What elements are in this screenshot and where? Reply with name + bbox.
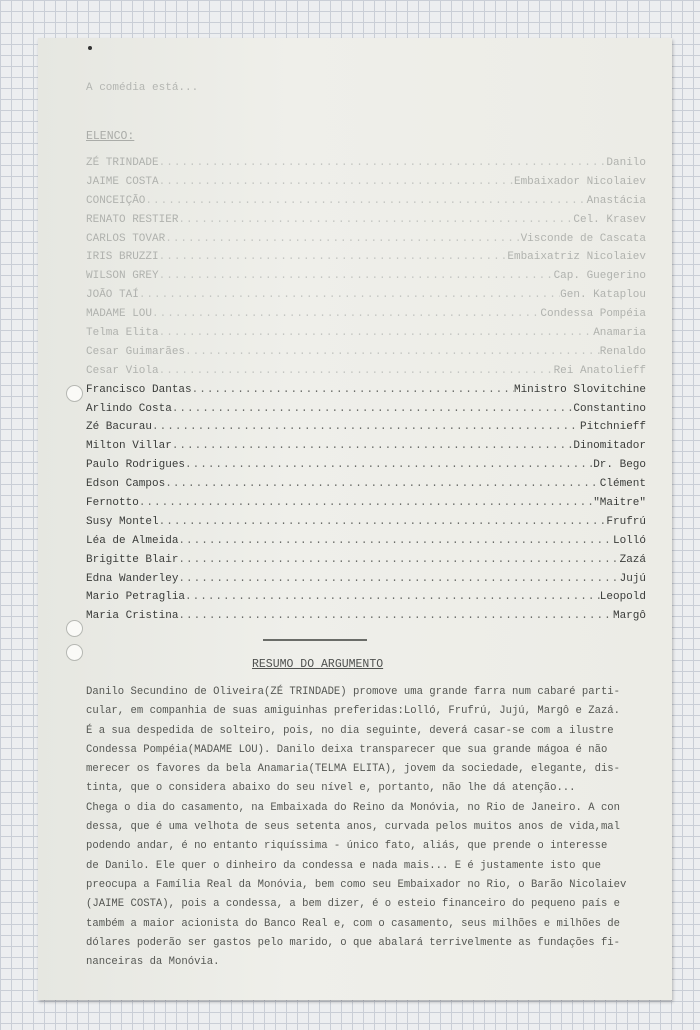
summary-text [86, 683, 654, 972]
leader-dots [178, 211, 573, 230]
leader-dots [159, 248, 508, 267]
summary-line: tinta, que o considera abaixo do seu nível e, portanto, não lhe dá atenção... [86, 782, 576, 795]
ink-mark [88, 46, 92, 50]
leader-dots [139, 494, 593, 513]
cast-actor: Brigitte Blair [86, 553, 179, 566]
cast-role: Visconde de Cascata [520, 232, 646, 245]
cast-actor: Fernotto [86, 497, 139, 510]
summary-line: podendo andar, é no entanto riquíssima - único fato, aliás, que prende o interesse [86, 840, 608, 853]
cast-role: Gen. Kataplou [560, 289, 646, 302]
cast-role: Rei Anatolieff [553, 364, 646, 377]
leader-dots [152, 418, 580, 437]
summary-line: de Danilo. Ele quer o dinheiro da condessa e nada mais... E é justamente isto que [86, 859, 601, 872]
cast-row [86, 248, 646, 267]
punch-hole [66, 644, 83, 661]
cast-row [86, 551, 646, 570]
section-divider [263, 639, 367, 641]
cast-actor: Paulo Rodrigues [86, 459, 186, 472]
leader-dots [145, 192, 586, 211]
cast-role: Frufrú [606, 515, 646, 528]
summary-line: cular, em companhia de suas amiguinhas preferidas:Lolló, Frufrú, Jujú, Margô e Zazá. [86, 705, 621, 718]
summary-line: também a maior acionista do Banco Real e, com o casamento, seus milhões e milhões de [86, 917, 621, 930]
summary-line: Condessa Pompéia(MADAME LOU). Danilo deixa transparecer que sua grande mágoa é não [86, 743, 608, 756]
cast-actor: Edna Wanderley [86, 572, 179, 585]
cast-role: Embaixatriz Nicolaiev [507, 251, 646, 264]
leader-dots [185, 456, 593, 475]
cast-row [86, 513, 646, 532]
summary-line: merecer os favores da bela Anamaria(TELMA ELITA), jovem da sociedade, elegante, dis- [86, 763, 621, 776]
leader-dots [139, 286, 560, 305]
cast-role: Zazá [619, 553, 646, 566]
cast-actor: Zé Bacurau [86, 421, 153, 434]
leader-dots [159, 324, 594, 343]
leader-dots [192, 381, 514, 400]
summary-line: (JAIME COSTA), pois a condessa, a bem dizer, é o esteio financeiro do pequeno país e [86, 898, 621, 911]
cast-actor: Francisco Dantas [86, 383, 192, 396]
cast-row [86, 532, 646, 551]
summary-line: preocupa a Família Real da Monóvia, bem como seu Embaixador no Rio, o Barão Nicolaiev [86, 878, 627, 891]
leader-dots [172, 437, 574, 456]
cast-role: Margô [612, 610, 646, 623]
cast-actor: Cesar Viola [86, 364, 159, 377]
leader-dots [152, 305, 540, 324]
cast-role: Cel. Krasev [573, 213, 646, 226]
leader-dots [185, 343, 600, 362]
cast-actor: Susy Montel [86, 515, 159, 528]
cast-actor: WILSON GREY [86, 270, 159, 283]
leader-dots [159, 513, 607, 532]
cast-actor: Léa de Almeida [86, 534, 179, 547]
cast-actor: Cesar Guimarães [86, 345, 186, 358]
cast-row [86, 192, 646, 211]
cast-actor: JAIME COSTA [86, 175, 159, 188]
cast-row [86, 588, 646, 607]
cast-actor: Maria Cristina [86, 610, 179, 623]
cast-role: Jujú [619, 572, 646, 585]
cast-role: Anastácia [586, 194, 646, 207]
leader-dots [159, 154, 607, 173]
cast-row [86, 570, 646, 589]
leader-dots [185, 588, 600, 607]
cast-actor: CARLOS TOVAR [86, 232, 166, 245]
cast-row [86, 154, 646, 173]
cast-actor: Telma Elita [86, 327, 159, 340]
cast-actor: Milton Villar [86, 440, 172, 453]
summary-line: dólares poderão ser gastos pelo marido, o que abalará terrivelmente as fundações fi- [86, 936, 621, 949]
cast-role: Constantino [573, 402, 646, 415]
summary-title: RESUMO DO ARGUMENTO [252, 658, 384, 671]
cast-role: Renaldo [599, 345, 646, 358]
cast-role: Dr. Bego [593, 459, 646, 472]
summary-line: Chega o dia do casamento, na Embaixada do Reino da Monóvia, no Rio de Janeiro. A con [86, 801, 621, 814]
summary-line: dessa, que é uma velhota de seus setenta anos, curvada pelos muitos anos de vida,mal [86, 821, 621, 834]
leader-dots [178, 570, 619, 589]
cast-row [86, 475, 646, 494]
cast-row [86, 418, 646, 437]
cast-row [86, 230, 646, 249]
leader-dots [178, 607, 613, 626]
cast-role: Pitchnieff [579, 421, 646, 434]
cast-actor: ZÉ TRINDADE [86, 157, 159, 169]
leader-dots [178, 551, 619, 570]
summary-line: É a sua despedida de solteiro, pois, no dia seguinte, deverá casar-se com a ilustre [86, 724, 614, 737]
cast-role: Leopold [599, 591, 646, 604]
cast-row [86, 343, 646, 362]
cast-row [86, 305, 646, 324]
cast-row [86, 362, 646, 381]
cast-row [86, 286, 646, 305]
cast-actor: Arlindo Costa [86, 402, 172, 415]
cast-row [86, 324, 646, 343]
cast-role: Danilo [606, 157, 646, 169]
cast-row [86, 494, 646, 513]
punch-hole [66, 385, 83, 402]
cast-row [86, 456, 646, 475]
leader-dots [165, 475, 600, 494]
leader-dots [172, 400, 574, 419]
cast-role: Ministro Slovitchine [513, 383, 646, 396]
cast-role: Clément [599, 478, 646, 491]
document-header: A comédia está... [86, 82, 199, 94]
cast-actor: CONCEIÇÃO [86, 194, 146, 207]
leader-dots [165, 230, 520, 249]
leader-dots [159, 362, 554, 381]
cast-actor: MADAME LOU [86, 308, 153, 321]
leader-dots [159, 267, 554, 286]
cast-actor: JOÃO TAÍ [86, 289, 139, 302]
cast-row [86, 211, 646, 230]
summary-line: nanceiras da Monóvia. [86, 956, 220, 969]
cast-role: Anamaria [593, 327, 646, 340]
cast-role: Cap. Guegerino [553, 270, 646, 283]
cast-actor: Edson Campos [86, 478, 166, 491]
cast-heading: ELENCO: [86, 130, 135, 143]
cast-row [86, 400, 646, 419]
punch-hole [66, 620, 83, 637]
cast-actor: RENATO RESTIER [86, 213, 179, 226]
cast-row [86, 381, 646, 400]
cast-actor: IRIS BRUZZI [86, 251, 159, 264]
cast-role: Embaixador Nicolaiev [513, 175, 646, 188]
cast-actor: Mario Petraglia [86, 591, 186, 604]
cast-role: Dinomitador [573, 440, 646, 453]
cast-role: Lolló [612, 534, 646, 547]
leader-dots [178, 532, 613, 551]
cast-list [86, 154, 646, 626]
document-sheet [38, 38, 672, 1000]
summary-line: Danilo Secundino de Oliveira(ZÉ TRINDADE) promove uma grande farra num cabaré parti- [86, 686, 621, 698]
cast-role: Condessa Pompéia [540, 308, 646, 321]
cast-row [86, 607, 646, 626]
cast-row [86, 267, 646, 286]
cast-row [86, 173, 646, 192]
cast-row [86, 437, 646, 456]
cast-role: "Maitre" [593, 497, 646, 510]
leader-dots [159, 173, 514, 192]
